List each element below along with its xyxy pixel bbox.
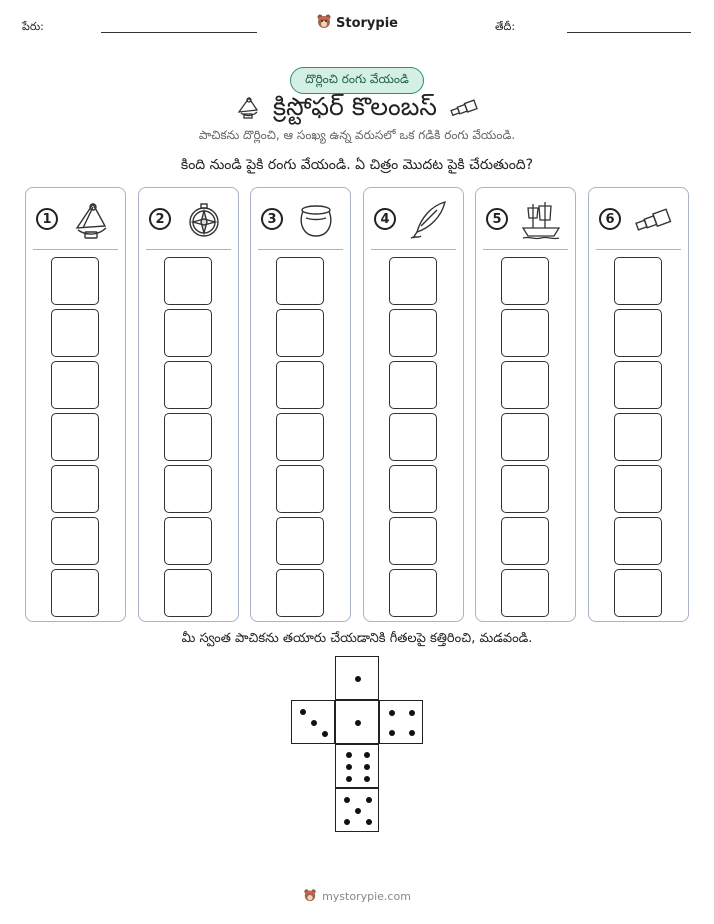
name-label: పేరు: (22, 20, 44, 33)
column-header (139, 188, 238, 250)
column-3 (250, 187, 351, 622)
color-box[interactable] (389, 465, 437, 513)
die-face-3 (291, 700, 335, 744)
color-box[interactable] (51, 517, 99, 565)
column-header (364, 188, 463, 250)
footer (0, 888, 714, 905)
color-box[interactable] (614, 517, 662, 565)
brand-logo (0, 13, 714, 33)
color-box[interactable] (164, 465, 212, 513)
ship-icon (519, 198, 563, 242)
color-box[interactable] (51, 257, 99, 305)
die-face-1 (335, 656, 379, 700)
die-face-1 (335, 700, 379, 744)
column-5 (475, 187, 576, 622)
sextant-icon (69, 198, 113, 242)
column-6 (588, 187, 689, 622)
color-box[interactable] (51, 309, 99, 357)
color-box[interactable] (276, 309, 324, 357)
die-pip (409, 730, 415, 736)
color-box[interactable] (614, 361, 662, 409)
column-number: 1 (36, 208, 58, 230)
color-box[interactable] (501, 569, 549, 617)
color-box[interactable] (51, 465, 99, 513)
die-pip (364, 776, 370, 782)
color-box[interactable] (614, 413, 662, 461)
column-divider (596, 249, 681, 250)
column-header (26, 188, 125, 250)
quill-icon (407, 198, 451, 242)
activity-pill: దొర్లించి రంగు వేయండి (290, 67, 424, 94)
color-box[interactable] (389, 257, 437, 305)
color-box[interactable] (276, 361, 324, 409)
color-box[interactable] (389, 413, 437, 461)
color-box[interactable] (614, 309, 662, 357)
die-pip (346, 752, 352, 758)
die-pip (409, 710, 415, 716)
spyglass-icon (449, 96, 479, 125)
die-pip (346, 776, 352, 782)
brand-name: Storypie (336, 15, 398, 31)
die-face-5 (335, 788, 379, 832)
die-face-4 (379, 700, 423, 744)
column-divider (371, 249, 456, 250)
color-box[interactable] (51, 569, 99, 617)
color-box[interactable] (389, 361, 437, 409)
column-divider (146, 249, 231, 250)
die-face-6 (335, 744, 379, 788)
page-title: క్రిస్టోఫర్ కొలంబస్ (273, 92, 437, 121)
die-pip (311, 720, 317, 726)
die-pip (300, 709, 306, 715)
die-pip (366, 819, 372, 825)
column-divider (33, 249, 118, 250)
color-box[interactable] (501, 361, 549, 409)
page-title-row (0, 92, 714, 128)
color-box[interactable] (51, 413, 99, 461)
color-box[interactable] (614, 465, 662, 513)
die-pip (389, 730, 395, 736)
die-pip (355, 808, 361, 814)
color-box[interactable] (276, 413, 324, 461)
footer-url[interactable]: mystorypie.com (322, 890, 411, 903)
column-header (476, 188, 575, 250)
column-header (589, 188, 688, 250)
die-pip (364, 752, 370, 758)
color-box[interactable] (164, 361, 212, 409)
die-pip (346, 764, 352, 770)
color-box[interactable] (389, 569, 437, 617)
column-divider (483, 249, 568, 250)
instruction: కింది నుండి పైకి రంగు వేయండి. ఏ చిత్రం మొదట పైకి చేరుతుంది? (180, 157, 534, 173)
die-pip (344, 819, 350, 825)
color-box[interactable] (276, 465, 324, 513)
column-number: 3 (261, 208, 283, 230)
die-pip (366, 797, 372, 803)
column-number: 2 (149, 208, 171, 230)
die-pip (344, 797, 350, 803)
column-number: 5 (486, 208, 508, 230)
color-box[interactable] (276, 569, 324, 617)
column-number: 6 (599, 208, 621, 230)
color-box[interactable] (501, 309, 549, 357)
column-2 (138, 187, 239, 622)
color-box[interactable] (164, 569, 212, 617)
column-header (251, 188, 350, 250)
color-box[interactable] (501, 413, 549, 461)
compass-icon (182, 198, 226, 242)
pot-icon (294, 198, 338, 242)
column-divider (258, 249, 343, 250)
spyglass-icon (632, 198, 676, 242)
bear-icon (316, 13, 332, 33)
color-box[interactable] (501, 517, 549, 565)
date-label: తేదీ: (495, 20, 516, 33)
subtitle: పాచికను దొర్లించి, ఆ సంఖ్య ఉన్న వరుసలో ఒక గడికి రంగు వేయండి. (198, 128, 516, 142)
date-line[interactable] (567, 32, 691, 33)
color-box[interactable] (51, 361, 99, 409)
color-box[interactable] (501, 257, 549, 305)
sextant-icon (235, 94, 261, 126)
die-pip (355, 720, 361, 726)
color-box[interactable] (389, 309, 437, 357)
column-number: 4 (374, 208, 396, 230)
color-box[interactable] (501, 465, 549, 513)
column-1 (25, 187, 126, 622)
color-box[interactable] (276, 517, 324, 565)
bear-icon (303, 888, 317, 905)
cut-instruction: మీ స్వంత పాచికను తయారు చేయడానికి గీతలపై కత్తిరించి, మడవండి. (181, 631, 533, 646)
die-pip (389, 710, 395, 716)
die-pip (364, 764, 370, 770)
color-box[interactable] (164, 517, 212, 565)
color-box[interactable] (164, 257, 212, 305)
color-box[interactable] (614, 569, 662, 617)
column-4 (363, 187, 464, 622)
color-box[interactable] (614, 257, 662, 305)
color-box[interactable] (164, 413, 212, 461)
color-box[interactable] (164, 309, 212, 357)
die-pip (355, 676, 361, 682)
color-box[interactable] (276, 257, 324, 305)
color-box[interactable] (389, 517, 437, 565)
die-pip (322, 731, 328, 737)
